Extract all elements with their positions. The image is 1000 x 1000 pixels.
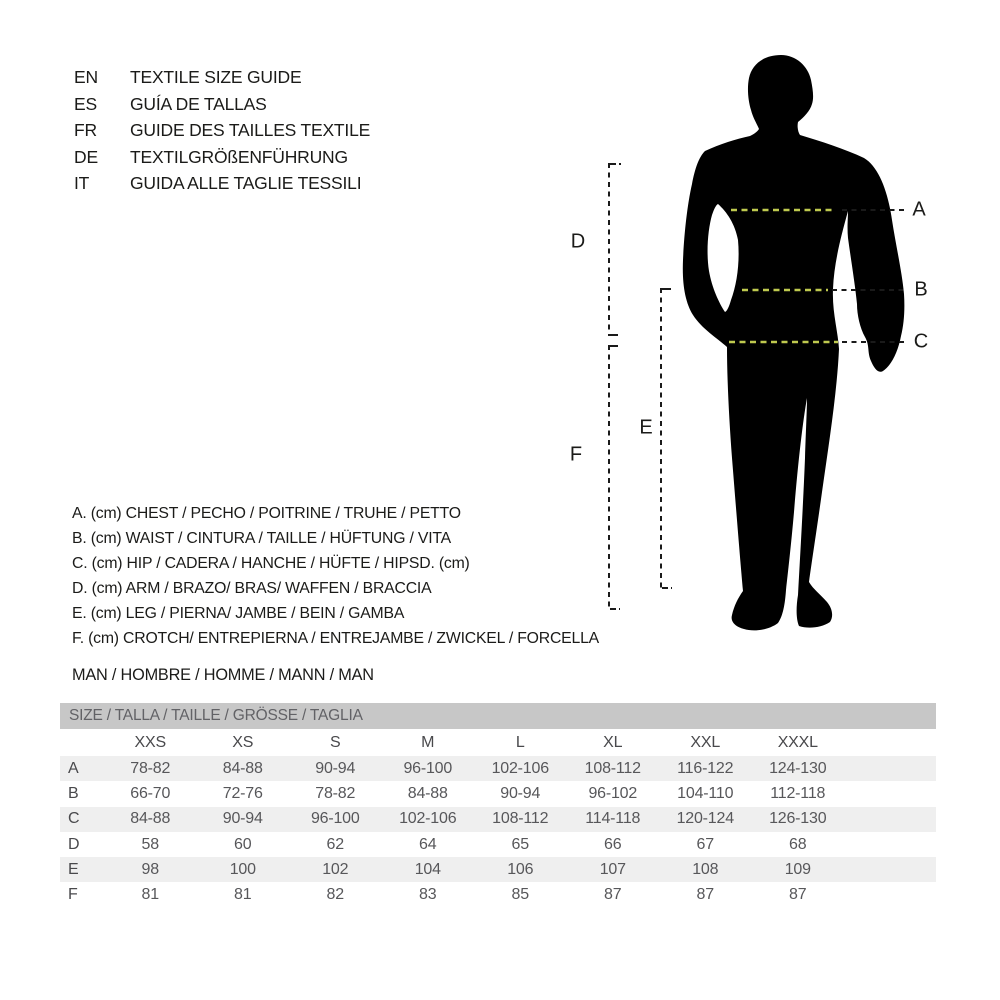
legend-chest: A. (cm) CHEST / PECHO / POITRINE / TRUHE / PETTO — [72, 505, 461, 522]
cell: 87 — [789, 886, 807, 904]
language-row — [74, 117, 370, 144]
row-label: A — [68, 759, 79, 777]
cell: 116-122 — [677, 759, 734, 777]
cell: 120-124 — [676, 810, 734, 828]
cell: 58 — [141, 835, 159, 853]
row-label: C — [68, 810, 80, 828]
legend-hip: C. (cm) HIP / CADERA / HANCHE / HÜFTE / HIPSD. (cm) — [72, 555, 470, 573]
legend-leg: E. (cm) LEG / PIERNA/ JAMBE / BEIN / GAMBA — [72, 605, 405, 623]
size-col-xl: XL — [603, 733, 623, 751]
cell: 78-82 — [130, 759, 171, 777]
cell: 78-82 — [315, 784, 356, 802]
cell: 84-88 — [222, 759, 263, 777]
size-col-s: S — [330, 733, 341, 751]
table-row-waist — [60, 781, 936, 806]
marker-arm: D — [570, 230, 586, 253]
cell: 98 — [141, 860, 159, 878]
cell: 60 — [234, 835, 252, 853]
legend-waist: B. (cm) WAIST / CINTURA / TAILLE / HÜFTUNG / VITA — [72, 530, 452, 548]
cell: 104-110 — [677, 784, 734, 802]
cell: 72-76 — [222, 784, 263, 802]
cell: 108 — [692, 860, 719, 878]
size-col-l: L — [515, 733, 525, 751]
cell: 65 — [511, 835, 529, 853]
cell: 114-118 — [585, 810, 641, 828]
table-row-hip — [60, 807, 936, 832]
cell: 96-102 — [588, 784, 638, 802]
cell: 84-88 — [407, 784, 448, 802]
guide-title: TEXTILGRÖßENFÜHRUNG — [130, 146, 348, 167]
language-code: EN — [74, 67, 98, 87]
cell: 102-106 — [491, 759, 549, 777]
cell: 64 — [419, 835, 437, 853]
marker-chest: A — [912, 198, 926, 221]
cell: 81 — [141, 886, 159, 904]
table-row-arm — [60, 832, 936, 857]
row-label: B — [68, 784, 79, 802]
measurement-legend — [72, 501, 599, 652]
cell: 66-70 — [130, 784, 171, 802]
legend-crotch: F. (cm) CROTCH/ ENTREPIERNA / ENTREJAMBE / ZWICKEL / FORCELLA — [72, 630, 599, 648]
table-row-crotch — [60, 882, 936, 907]
guide-title: TEXTILE SIZE GUIDE — [130, 67, 302, 87]
cell: 106 — [507, 860, 534, 878]
size-col-xs: XS — [232, 733, 254, 751]
language-row — [74, 170, 370, 197]
language-code: ES — [74, 93, 97, 114]
cell: 96-100 — [403, 759, 453, 777]
cell: 90-94 — [222, 810, 263, 828]
language-code: DE — [74, 146, 98, 167]
marker-hip: C — [913, 330, 929, 353]
man-silhouette — [683, 55, 905, 630]
table-row-chest — [60, 756, 936, 781]
language-row — [74, 64, 370, 91]
size-col-xxs: XXS — [134, 733, 166, 751]
language-code: IT — [74, 173, 90, 194]
cell: 81 — [234, 886, 252, 904]
row-label: F — [68, 886, 78, 904]
gender-heading: MAN / HOMBRE / HOMME / MANN / MAN — [72, 666, 374, 684]
cell: 90-94 — [315, 759, 356, 777]
cell: 107 — [599, 860, 626, 878]
guide-title: GUIDA ALLE TAGLIE TESSILI — [130, 173, 362, 194]
cell: 87 — [696, 886, 714, 904]
guide-title: GUIDE DES TAILLES TEXTILE — [130, 120, 371, 141]
cell: 62 — [326, 835, 344, 853]
language-title-block — [74, 64, 370, 197]
size-col-m: M — [421, 733, 435, 751]
language-row — [74, 91, 370, 118]
marker-crotch: F — [569, 443, 583, 466]
cell: 90-94 — [500, 784, 541, 802]
size-table — [60, 703, 936, 908]
size-col-xxxl: XXXL — [777, 733, 818, 751]
cell: 96-100 — [310, 810, 360, 828]
cell: 68 — [789, 835, 807, 853]
cell: 102 — [322, 860, 349, 878]
cell: 102-106 — [399, 810, 457, 828]
language-row — [74, 144, 370, 171]
cell: 83 — [419, 886, 437, 904]
cell: 100 — [229, 860, 256, 878]
cell: 104 — [414, 860, 441, 878]
cell: 84-88 — [130, 810, 171, 828]
legend-arm: D. (cm) ARM / BRAZO/ BRAS/ WAFFEN / BRACCIA — [72, 580, 432, 598]
guide-title: GUÍA DE TALLAS — [130, 93, 267, 114]
marker-leg: E — [639, 416, 653, 439]
size-table-title-bar: SIZE / TALLA / TAILLE / GRÖSSE / TAGLIA — [60, 703, 936, 729]
cell: 66 — [604, 835, 622, 853]
cell: 108-112 — [584, 759, 641, 777]
marker-waist: B — [914, 278, 928, 301]
cell: 108-112 — [492, 810, 549, 828]
cell: 109 — [784, 860, 811, 878]
cell: 126-130 — [769, 810, 827, 828]
cell: 112-118 — [770, 784, 826, 802]
row-label: D — [68, 835, 80, 853]
cell: 85 — [511, 886, 529, 904]
row-label: E — [68, 860, 79, 878]
cell: 82 — [326, 886, 344, 904]
table-row-leg — [60, 857, 936, 882]
cell: 124-130 — [769, 759, 827, 777]
language-code: FR — [74, 120, 97, 141]
cell: 87 — [604, 886, 622, 904]
size-header-row — [60, 729, 936, 756]
size-col-xxl: XXL — [690, 733, 721, 751]
cell: 67 — [696, 835, 714, 853]
